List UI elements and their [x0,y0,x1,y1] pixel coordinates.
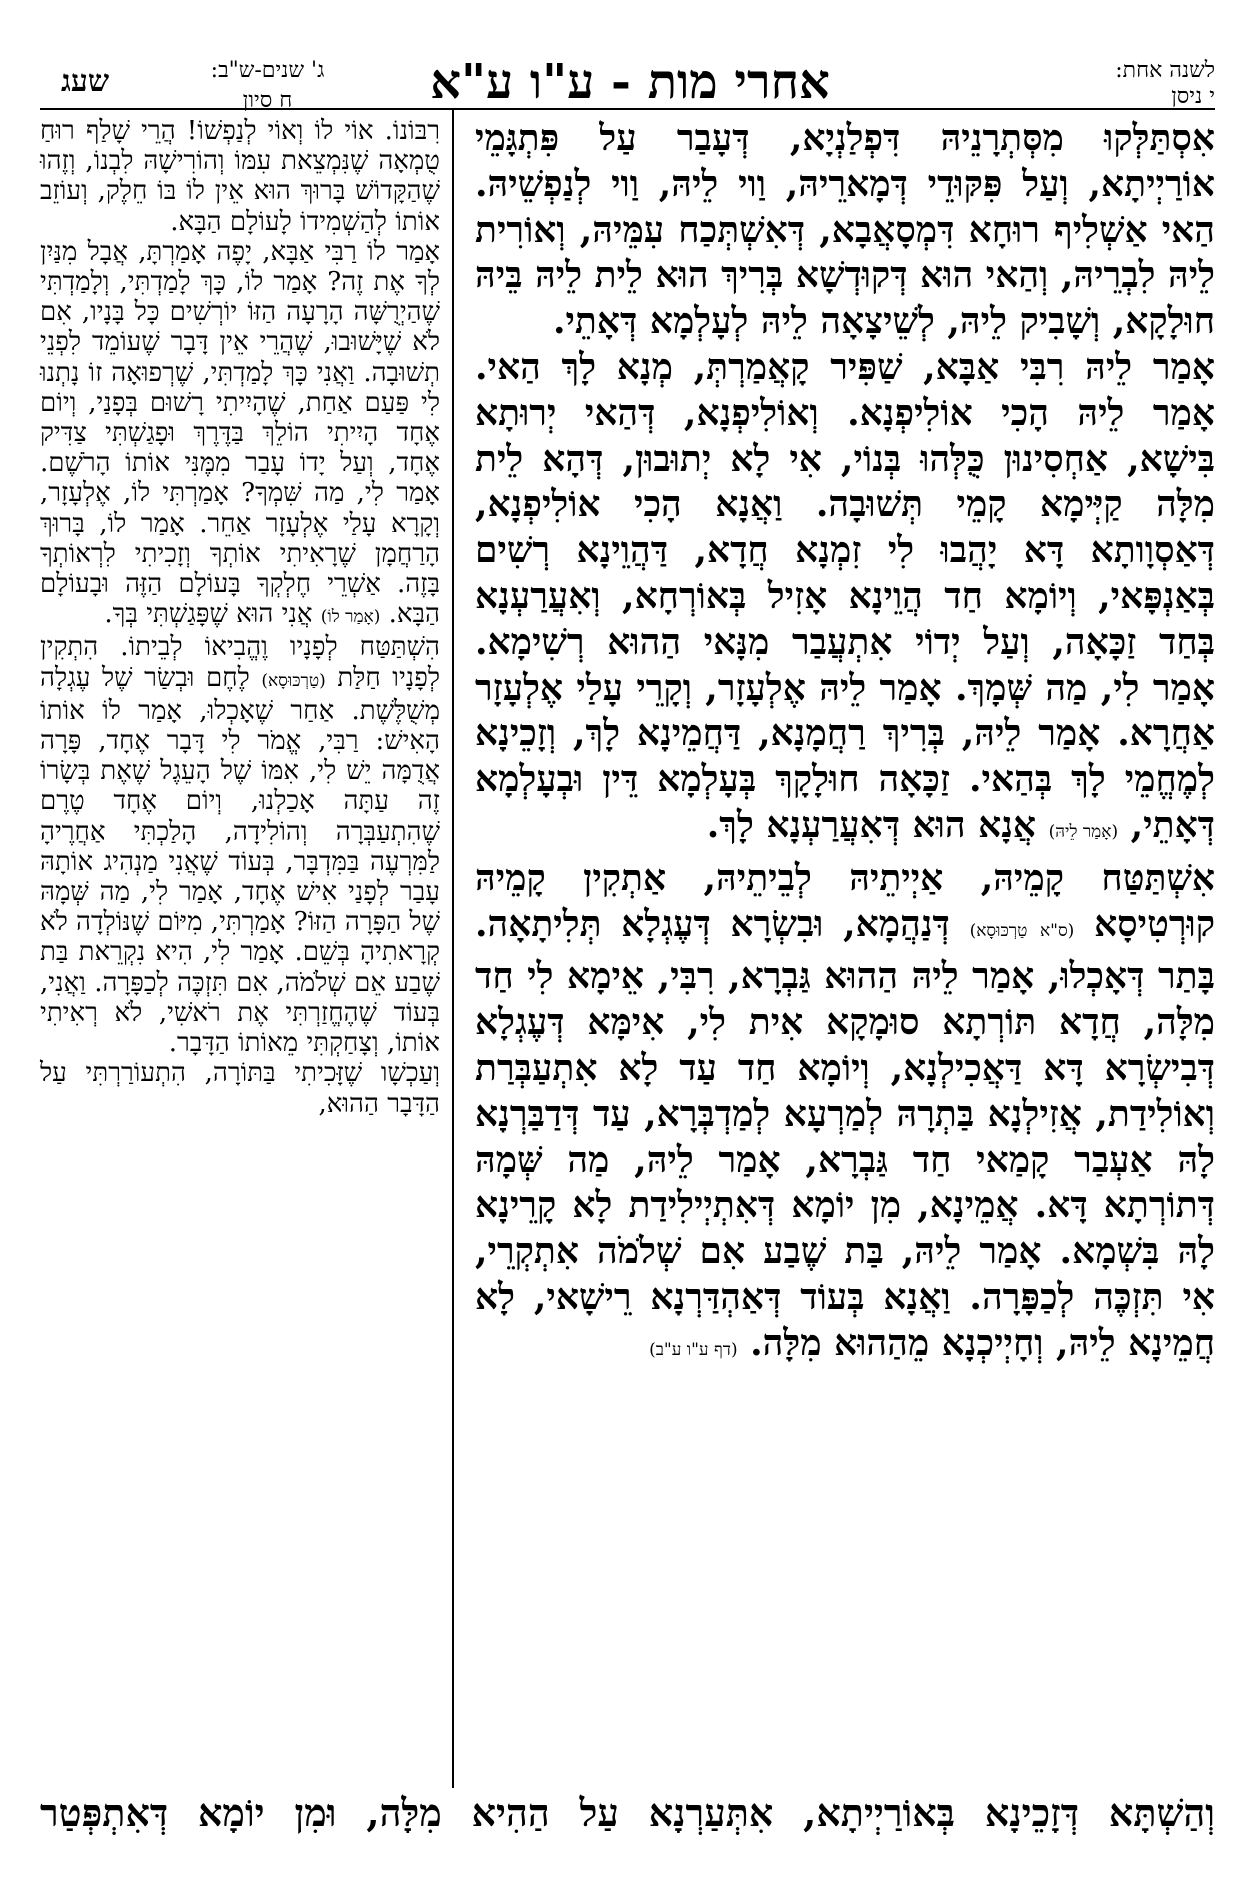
continuation-line: וְהַשְׁתָּא דְּזָכֵינָא בְּאוֹרַיְיתָא, אִתְּעַרְנָא עַל הַהִיא מִלָּה, וּמִן יוֹמָא דְּאִתְפְּטַר [40,1790,1215,1835]
folio-reference: (דף ע"ו ע"ב) [649,1339,738,1360]
hebrew-text: הִשְׁתַּטַּח לְפָנָיו וֶהֱבִיאוֹ לְבֵיתוֹ. הִתְקִין לְפָנָיו חַלַּת [40,632,440,693]
hebrew-paragraph [40,632,440,1058]
aramaic-paragraph [475,345,1215,856]
header-three-years-label: ג' שנים-ש"ב: [210,58,325,83]
header-divider [40,108,1215,110]
aramaic-paragraph [475,856,1215,1374]
variant-reference: (ס"א טַרְכּוּסָא) [969,920,1075,941]
hebrew-paragraph: וְעַכְשָׁו שֶׁזָּכִיתִי בַּתּוֹרָה, הִתְעוֹרַרְתִּי עַל הַדָּבָר הַהוּא, [40,1058,440,1119]
aramaic-column [475,116,1215,1786]
header-one-year-label: לשנה אחת: [1115,58,1215,83]
hebrew-text: לֶחֶם וּבְשַׂר שֶׁל עֶגְלָה מְשֻׁלֶּשֶׁת. אַחַר שֶׁאָכְלוּ, אָמַר לוֹ אוֹתוֹ הָאִישׁ: רַבִּי, אֱמֹר לִי דָּבָר אֶחָד, פָּרָה אֲדֻמָּה יֵשׁ לִי, אִמּוֹ שֶׁל הָעֵגֶל שֶׁאֶת בְּשָׂרוֹ זֶה עַתָּה אָכַלְנוּ, וְיוֹם אֶחָד טֶרֶם שֶׁהִתְעַבְּרָה וְהוֹלִידָה, הָלַכְתִּי אַחֲרֶיהָ לַמִּרְעֶה בַּמִּדְבָּר, בְּעוֹד שֶׁאֲנִי מַנְהִיג אוֹתָהּ עָבַר לְפָנַי אִישׁ אֶחָד, אָמַר לִי, מַה שְּׁמָהּ שֶׁל הַפָּרָה הַזּוֹ? אָמַרְתִּי, מִיּוֹם שֶׁנּוֹלְדָה לֹא קְרָאתִיהָ בְּשֵׁם. אָמַר לִי, הִיא נִקְרֵאת בַּת שֶׁבַע אֵם שְׁלֹמֹה, אִם תִּזְכֶּה לְכַפָּרָה. וַאֲנִי, בְּעוֹד שֶׁהֶחֱזַרְתִּי אֶת רֹאשִׁי, לֹא רְאִיתִי אוֹתוֹ, וְצָחַקְתִּי מֵאוֹתוֹ הַדָּבָר. [40,662,440,1059]
variant-reference: (טַרְכּוּסָא) [261,670,326,691]
aramaic-text: אָמַר לֵיהּ רִבִּי אַבָּא, שַׁפִּיר קָאֲמַרְתְּ, מְנָא לָךְ הַאי. אָמַר לֵיהּ הָכִי אוֹלִיפְנָא. וְאוֹלִיפְנָא, דְּהַאי יְרוּתָא בִּישָׁא, אַחְסִינוּן כֻּלְּהוּ בְּנוֹי, אִי לָא יְתוּבוּן, דְּהָא לֵית מִלָּה קַיְּימָא קָמֵי תְּשׁוּבָה. וַאֲנָא הָכִי אוֹלִיפְנָא, דְּאַסְוָותָא דָּא יָהֲבוּ לִי זִמְנָא חֲדָא, דַּהֲוֵינָא רְשִׁים בְּאַנְפָּאי, וְיוֹמָא חַד הֲוֵינָא אָזִיל בְּאוֹרְחָא, וְאִעֲרַעְנָא בְּחַד זַכָּאָה, וְעַל יְדוֹי אִתְעֲבַר מִנָּאי הַהוּא רְשִׁימָא. אָמַר לִי, מַה שְּׁמָךְ. אָמַר לֵיהּ אֶלְעָזָר, וְקָרֵי עָלַי אֶלְעָזָר אַחֲרָא. אָמַר לֵיהּ, בְּרִיךְ רַחֲמָנָא, דַּחֲמֵינָא לָךְ, וְזָכֵינָא לְמֶחֱמֵי לָךְ בְּהַאי. זַכָּאָה חוּלָקָךְ בְּעָלְמָא דֵּין וּבְעָלְמָא דְּאָתֵי, [475,345,1215,846]
source-reference: (אָמַר לוֹ) [320,607,381,628]
aramaic-text: דְּנַהֲמָא, וּבִשְׂרָא דְּעֶגְלָא תְּלִיתָאָה. בָּתַר דְּאָכְלוּ, אָמַר לֵיהּ הַהוּא גַּבְרָא, רִבִּי, אֵימָא לִי חַד מִלָּה, חֲדָא תּוֹרְתָא סוּמָקָא אִית לִי, אִימָּא דְּעֶגְלָא דְּבִישְׂרָא דָּא דַּאֲכִילְנָא, וְיוֹמָא חַד עַד לָא אִתְעַבְּרַת וְאוֹלִידַת, אֲזִילְנָא בַּתְרָהּ לְמַרְעָא לְמַדְבְּרָא, עַד דְּדַבַּרְנָא לָהּ אַעְבַר קָמַאי חַד גַּבְרָא, אָמַר לֵיהּ, מַה שְּׁמָהּ דְּתוֹרְתָא דָּא. אֲמֵינָא, מִן יוֹמָא דְּאִתְיְילִידַת לָא קָרֵינָא לָהּ בִּשְׁמָא. אָמַר לֵיהּ, בַּת שֶׁבַע אִם שְׁלֹמֹה אִתְקְרֵי, אִי תִּזְכֶּה לְכַפָּרָה. וַאֲנָא בְּעוֹד דְּאַהְדַּרְנָא רֵישָׁאי, לָא חֲמֵינָא לֵיהּ, וְחָיְיכְנָא מֵהַהוּא מִלָּה. [475,902,1215,1364]
hebrew-paragraph: רִבּוֹנוֹ. אוֹי לוֹ וְאוֹי לְנַפְשׁוֹ! הֲרֵי שָׁלַף רוּחַ טֻמְאָה שֶׁנִּמְצֵאת עִמּוֹ וְהוֹרִישָׁהּ לִבְנוֹ, וְזֶהוּ שֶׁהַקָּדוֹשׁ בָּרוּךְ הוּא אֵין לוֹ בּוֹ חֵלֶק, וְעוֹזֵב אוֹתוֹ לְהַשְׁמִידוֹ לָעוֹלָם הַבָּא. [40,116,440,237]
aramaic-paragraph: אִסְתַּלְּקוּ מִסְּתְרָנֵיהּ דִּפְלַנְיָא, דְּעָבַר עַל פִּתְגָּמֵי אוֹרַיְיתָא, וְעַל פִּקּוּדֵי דְּמָארֵיהּ, וַוי לֵיהּ, וַוי לְנַפְשֵׁיהּ. הַאי אַשְׁלִיף רוּחָא דִּמְסָאֲבָא, דְּאִשְׁתְּכַח עִמֵּיהּ, וְאוֹרִית לֵיהּ לִבְרֵיהּ, וְהַאי הוּא דְּקוּדְשָׁא בְּרִיךְ הוּא לֵית לֵיהּ בֵּיהּ חוּלָקָא, וְשָׁבִיק לֵיהּ, לְשֵׁיצָאָה לֵיהּ לְעָלְמָא דְּאָתֵי. [475,117,1215,343]
header-schedule-one-year [985,58,1215,110]
aramaic-text: אִשְׁתַּטַּח קָמֵיהּ, אַיְיתֵיהּ לְבֵיתֵיהּ, אַתְקִין קָמֵיהּ קוּרְטִיסָא [475,856,1215,945]
hebrew-text: אֲנִי הוּא שֶׁפָּגַשְׁתִּי בְּךָ. [104,599,313,630]
hebrew-paragraph [40,237,440,633]
hebrew-text: אָמַר לוֹ רַבִּי אַבָּא, יָפֶה אָמַרְתָּ, אֲבָל מִנַּיִן לְךָ אֶת זֶה? אָמַר לוֹ, כָּךְ לָמַדְתִּי, וְלָמַדְתִּי שֶׁהַיְרֻשָּׁה הָרָעָה הַזּוֹ יוֹרְשִׁים כָּל בָּנָיו, אִם לֹא שֶׁיָּשׁוּבוּ, שֶׁהֲרֵי אֵין דָּבָר שֶׁעוֹמֵד לִפְנֵי תְשׁוּבָה. וַאֲנִי כָּךְ לָמַדְתִּי, שֶׁרְפוּאָה זוֹ נָתְנוּ לִי פַּעַם אַחַת, שֶׁהָיִיתִי רָשׁוּם בְּפָנַי, וְיוֹם אֶחָד הָיִיתִי הוֹלֵךְ בַּדֶּרֶךְ וּפָגַשְׁתִּי צַדִּיק אֶחָד, וְעַל יָדוֹ עָבַר מִמֶּנִּי אוֹתוֹ הָרֹשֶׁם. אָמַר לִי, מַה שִּׁמְךָ? אָמַרְתִּי לוֹ, אֶלְעָזָר, וְקָרָא עָלַי אֶלְעָזָר אַחֵר. אָמַר לוֹ, בָּרוּךְ הָרַחֲמָן שֶׁרָאִיתִי אוֹתְךָ וְזָכִיתִי לִרְאוֹתְךָ בָּזֶה. אַשְׁרֵי חֶלְקְךָ בָּעוֹלָם הַזֶּה וּבָעוֹלָם הַבָּא. [40,236,440,630]
aramaic-text: אֲנָא הוּא דְּאִעֲרַעְנָא לָךְ. [706,803,1037,846]
page-number: שעג [60,64,110,99]
hebrew-translation-column [40,116,440,1786]
source-reference: (אָמַר לֵיהּ) [1048,821,1119,842]
page-header [40,52,1215,122]
column-divider [452,108,454,1788]
page-title: אחרי מות - ע"ו ע"א [430,54,830,110]
header-three-years-date: ח סיון [242,88,293,113]
header-one-year-date: י ניסן [1171,84,1215,109]
